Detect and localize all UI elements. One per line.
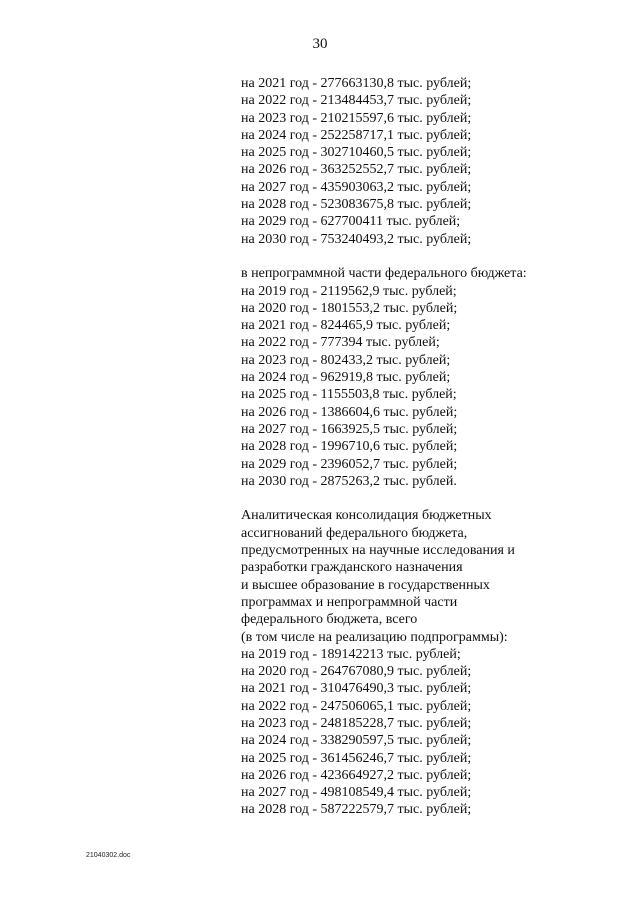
budget-line: на 2023 год - 210215597,6 тыс. рублей; xyxy=(241,110,472,126)
budget-line: на 2026 год - 423664927,2 тыс. рублей; xyxy=(241,767,472,783)
budget-line: на 2022 год - 777394 тыс. рублей; xyxy=(241,335,440,351)
section-heading-line: и высшее образование в государственных xyxy=(241,577,490,593)
budget-line: на 2024 год - 252258717,1 тыс. рублей; xyxy=(241,127,472,143)
budget-line: на 2021 год - 277663130,8 тыс. рублей; xyxy=(241,76,472,91)
budget-line: на 2021 год - 310476490,3 тыс. рублей; xyxy=(241,681,472,697)
budget-line: на 2020 год - 264767080,9 тыс. рублей; xyxy=(241,664,472,680)
document-filename: 21040302.doc xyxy=(86,852,131,859)
budget-line: на 2025 год - 302710460,5 тыс. рублей; xyxy=(241,145,472,161)
budget-line: на 2030 год - 2875263,2 тыс. рублей. xyxy=(241,473,457,489)
section-heading-line: (в том числе на реализацию подпрограммы): xyxy=(241,629,508,645)
section-heading-line: федерального бюджета, всего xyxy=(241,612,418,628)
budget-line: на 2029 год - 2396052,7 тыс. рублей; xyxy=(241,456,458,472)
budget-block-programs xyxy=(241,75,601,248)
budget-line: на 2027 год - 1663925,5 тыс. рублей; xyxy=(241,421,458,437)
document-body xyxy=(241,75,601,819)
budget-line: на 2024 год - 962919,8 тыс. рублей; xyxy=(241,370,451,386)
paragraph-gap xyxy=(241,490,601,507)
section-heading-line: программах и непрограммной части xyxy=(241,594,458,610)
budget-line: на 2025 год - 1155503,8 тыс. рублей; xyxy=(241,387,457,403)
budget-block-consolidation xyxy=(241,507,601,818)
budget-line: на 2020 год - 1801553,2 тыс. рублей; xyxy=(241,300,458,316)
budget-line: на 2022 год - 247506065,1 тыс. рублей; xyxy=(241,698,472,714)
section-heading-line: предусмотренных на научные исследования и xyxy=(241,543,515,559)
page-number: 30 xyxy=(312,36,328,52)
budget-line: на 2028 год - 587222579,7 тыс. рублей; xyxy=(241,802,472,818)
section-heading: в непрограммной части федерального бюджета: xyxy=(241,266,527,282)
budget-line: на 2021 год - 824465,9 тыс. рублей; xyxy=(241,318,451,334)
section-heading-line: разработки гражданского назначения xyxy=(241,560,463,576)
budget-line: на 2022 год - 213484453,7 тыс. рублей; xyxy=(241,93,472,109)
paragraph-gap xyxy=(241,248,601,265)
budget-block-nonprogram xyxy=(241,265,601,490)
budget-line: на 2023 год - 248185228,7 тыс. рублей; xyxy=(241,715,472,731)
section-heading-line: Аналитическая консолидация бюджетных xyxy=(241,508,492,524)
budget-line: на 2023 год - 802433,2 тыс. рублей; xyxy=(241,352,451,368)
budget-line: на 2028 год - 1996710,6 тыс. рублей; xyxy=(241,439,458,455)
budget-line: на 2029 год - 627700411 тыс. рублей; xyxy=(241,214,461,230)
budget-line: на 2027 год - 435903063,2 тыс. рублей; xyxy=(241,179,472,195)
budget-line: на 2030 год - 753240493,2 тыс. рублей; xyxy=(241,231,472,247)
budget-line: на 2019 год - 189142213 тыс. рублей; xyxy=(241,646,461,662)
budget-line: на 2024 год - 338290597,5 тыс. рублей; xyxy=(241,733,472,749)
budget-line: на 2028 год - 523083675,8 тыс. рублей; xyxy=(241,197,472,213)
section-heading-line: ассигнований федерального бюджета, xyxy=(241,525,468,541)
budget-line: на 2026 год - 1386604,6 тыс. рублей; xyxy=(241,404,458,420)
budget-line: на 2019 год - 2119562,9 тыс. рублей; xyxy=(241,283,457,299)
budget-line: на 2025 год - 361456246,7 тыс. рублей; xyxy=(241,750,472,766)
budget-line: на 2026 год - 363252552,7 тыс. рублей; xyxy=(241,162,472,178)
budget-line: на 2027 год - 498108549,4 тыс. рублей; xyxy=(241,785,472,801)
